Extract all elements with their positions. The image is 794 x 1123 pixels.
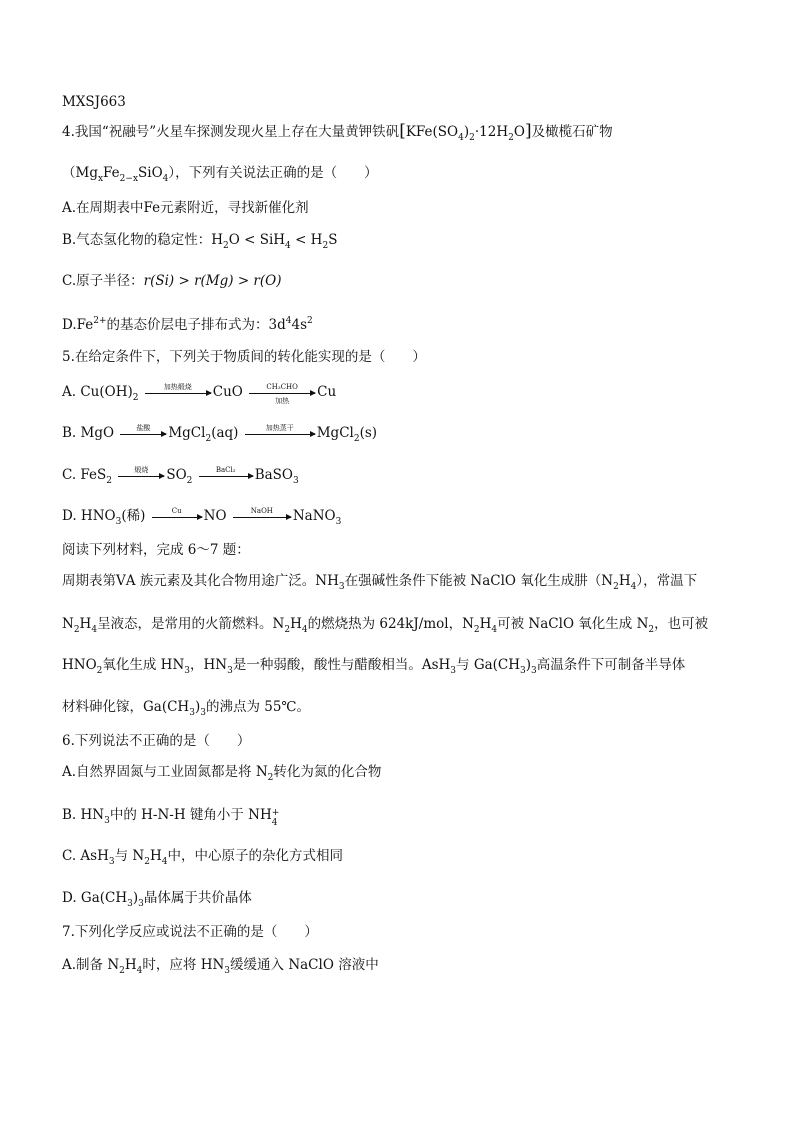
q6-option-b: B. $HN_3$中的 H-N-H 键角小于 NH + 4 xyxy=(62,807,280,828)
q6-option-d: D. $Ga(CH_3)_3$晶体属于共价晶体 xyxy=(62,890,252,909)
reaction-arrow: 加热煅烧 xyxy=(145,392,211,394)
q5-option-c: C. FeS$_2$ 煅烧 $SO_2$ BaCl₂ BaSO$_3$ xyxy=(62,465,299,486)
reading-line3: $HNO_2$氧化生成 $HN_3$，$HN_3$是一种弱酸，酸性与醋酸相当。AsH$_3$与 $Ga(CH_3)_3$高温条件下可制备半导体 xyxy=(62,657,686,676)
q4-stem-line1: 4.我国“祝融号”火星车探测发现火星上存在大量黄钾铁矾$[KFe(SO_4)_2\cdot 12H_2O]$及橄榄石矿物 xyxy=(62,121,613,143)
reaction-arrow: NaOH xyxy=(233,516,291,518)
reaction-arrow: 加热蒸干 xyxy=(245,433,315,435)
q7-stem: 7.下列化学反应或说法不正确的是（ ） xyxy=(62,924,318,940)
reaction-arrow: BaCl₂ xyxy=(199,475,253,477)
q4-option-b: B.气态氢化物的稳定性：$H_2O < SiH_4 < H_2S$ xyxy=(62,232,338,251)
q5-option-b: B. MgO 盐酸 MgCl$_2$(aq) 加热蒸干 MgCl$_2$(s) xyxy=(62,423,378,444)
reaction-arrow: Cu xyxy=(152,516,202,518)
q6-option-c: C. AsH$_3$与 $N_2H_4$中，中心原子的杂化方式相同 xyxy=(62,848,343,867)
reaction-arrow: 盐酸 xyxy=(120,433,166,435)
reading-intro: 阅读下列材料，完成 6～7 题： xyxy=(62,542,250,558)
document-code: MXSJ663 xyxy=(62,94,126,110)
q4-stem-line2: $(Mg_xFe_{2-x}SiO_4)$，下列有关说法正确的是（ ） xyxy=(62,165,378,184)
q4-option-a: A.在周期表中Fe元素附近，寻找新催化剂 xyxy=(62,200,309,216)
q4-option-c: C.原子半径：r(Si) > r(Mg) > r(O) xyxy=(62,273,282,289)
q6-option-a: A.自然界固氮与工业固氮都是将 $N_2$转化为氮的化合物 xyxy=(62,764,382,783)
reading-line2: $N_2H_4$呈液态，是常用的火箭燃料。$N_2H_4$的燃烧热为 624kJ/mol，$N_2H_4$可被 NaClO 氧化生成 $N_2$，也可被 xyxy=(62,616,709,635)
q5-option-a: A. $Cu(OH)_2$ 加热煅烧 CuO CH₃CHO 加热 Cu xyxy=(62,382,337,405)
reaction-arrow: CH₃CHO 加热 xyxy=(249,392,315,394)
reaction-arrow: 煅烧 xyxy=(118,475,164,477)
q5-option-d: D. $HNO_3$(稀) Cu NO NaOH NaNO$_3$ xyxy=(62,506,342,527)
q4-option-d: $D.Fe^{2+}$的基态价层电子排布式为：$3d^44s^2$ xyxy=(62,316,313,333)
q5-stem: 5.在给定条件下，下列关于物质间的转化能实现的是（ ） xyxy=(62,349,426,365)
q7-option-a: A.制备 $N_2H_4$时，应将 $HN_3$缓缓通入 NaClO 溶液中 xyxy=(62,957,379,976)
reading-line1: 周期表第ⅤA 族元素及其化合物用途广泛。$NH_3$在强碱性条件下能被 NaClO 氧化生成肼$(N_2H_4)$，常温下 xyxy=(62,573,698,592)
reading-line4: 材料砷化镓，$Ga(CH_3)_3$的沸点为 55℃。 xyxy=(62,699,311,718)
q6-stem: 6.下列说法不正确的是（ ） xyxy=(62,733,251,749)
